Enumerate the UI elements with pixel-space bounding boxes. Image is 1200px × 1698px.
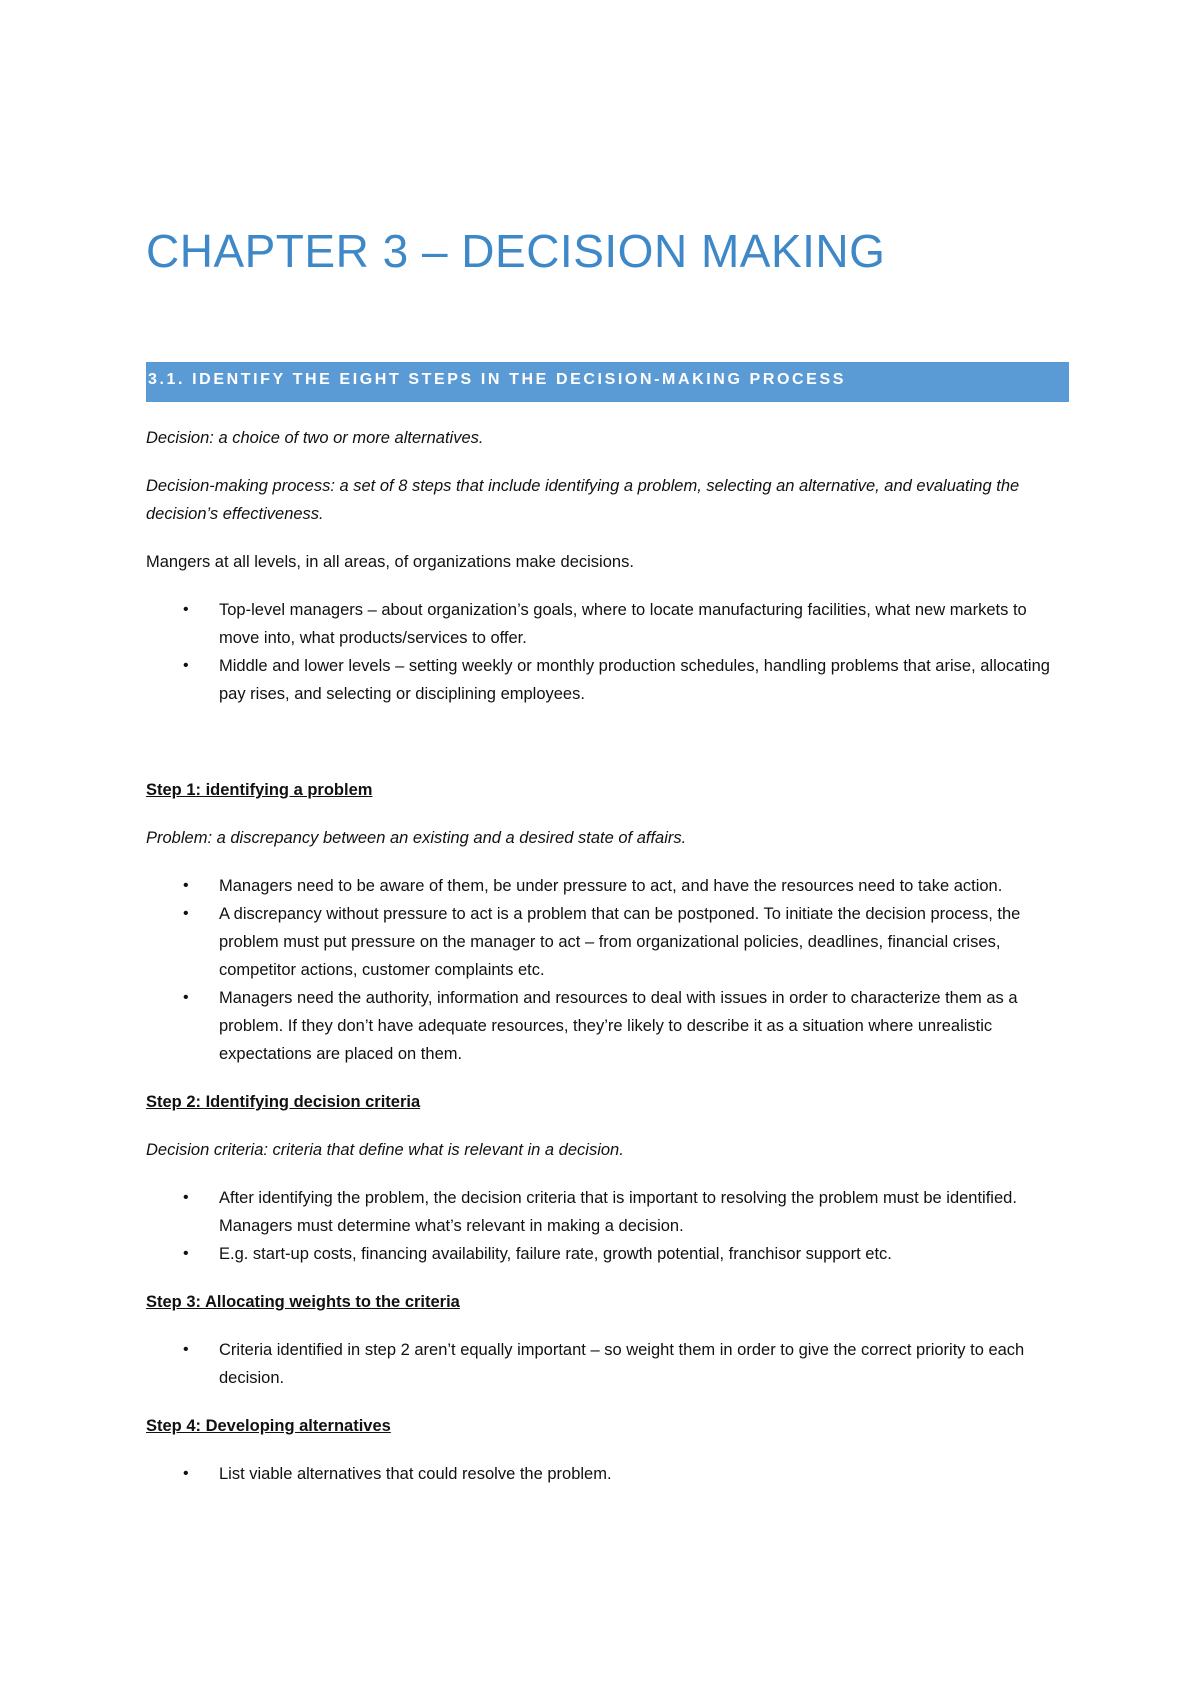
step1-bullet-list [146,872,1066,1068]
bullet-icon: • [183,989,189,1006]
decision-definition: Decision: a choice of two or more alternatives. [146,429,484,447]
list-item-text: E.g. start-up costs, financing availability, failure rate, growth potential, franchisor support etc. [219,1245,892,1263]
list-item-text: Middle and lower levels – setting weekly or monthly production schedules, handling problems that arise, allocating pay rises, and selecting or disciplining employees. [219,657,1050,703]
section-heading-text: 3.1. IDENTIFY THE EIGHT STEPS IN THE DECISION-MAKING PROCESS [148,371,846,388]
bullet-icon: • [183,1341,189,1358]
spacer [146,728,1066,776]
list-item-text: Managers need the authority, information and resources to deal with issues in order to characterize them as a problem. If they don’t have adequate resources, they’re likely to describe it as a situation where unrealistic expectations are placed on them. [219,989,1018,1063]
section-heading-banner [146,362,1069,402]
bullet-icon: • [183,877,189,894]
bullet-icon: • [183,1245,189,1262]
step2-bullet-list [146,1184,1066,1268]
step2-heading: Step 2: Identifying decision criteria [146,1093,421,1111]
list-item-text: List viable alternatives that could resolve the problem. [219,1465,612,1483]
step4-heading: Step 4: Developing alternatives [146,1417,391,1435]
list-item-text: Criteria identified in step 2 aren’t equally important – so weight them in order to give the correct priority to each decision. [219,1341,1025,1387]
step4-bullet-list [146,1460,1066,1488]
bullet-icon: • [183,657,189,674]
process-definition: Decision-making process: a set of 8 steps that include identifying a problem, selecting an alternative, and evaluating the decision’s effectiveness. [146,477,1020,523]
chapter-title: CHAPTER 3 – DECISION MAKING [146,225,886,277]
list-item [183,900,1066,984]
step3-heading: Step 3: Allocating weights to the criteria [146,1293,460,1311]
step3-bullet-list [146,1336,1066,1392]
list-item [183,984,1066,1068]
document-body [146,424,1066,1508]
list-item-text: Managers need to be aware of them, be under pressure to act, and have the resources need to take action. [219,877,1003,895]
step1-heading: Step 1: identifying a problem [146,781,373,799]
managers-intro-text: Mangers at all levels, in all areas, of organizations make decisions. [146,553,634,571]
criteria-definition: Decision criteria: criteria that define what is relevant in a decision. [146,1141,624,1159]
bullet-icon: • [183,1189,189,1206]
bullet-icon: • [183,1465,189,1482]
problem-definition: Problem: a discrepancy between an existing and a desired state of affairs. [146,829,687,847]
list-item-text: Top-level managers – about organization’s goals, where to locate manufacturing facilities, what new markets to move into, what products/services to offer. [219,601,1027,647]
list-item [183,652,1066,708]
list-item [183,1240,1066,1268]
bullet-icon: • [183,601,189,618]
list-item [183,596,1066,652]
list-item [183,1184,1066,1240]
list-item [183,1336,1066,1392]
bullet-icon: • [183,905,189,922]
list-item [183,1460,1066,1488]
list-item [183,872,1066,900]
managers-bullet-list [146,596,1066,708]
list-item-text: After identifying the problem, the decision criteria that is important to resolving the problem must be identified. Managers must determine what’s relevant in making a decision. [219,1189,1017,1235]
list-item-text: A discrepancy without pressure to act is a problem that can be postponed. To initiate the decision process, the problem must put pressure on the manager to act – from organizational policies, deadlines, financial crises, competitor actions, customer complaints etc. [219,905,1021,979]
